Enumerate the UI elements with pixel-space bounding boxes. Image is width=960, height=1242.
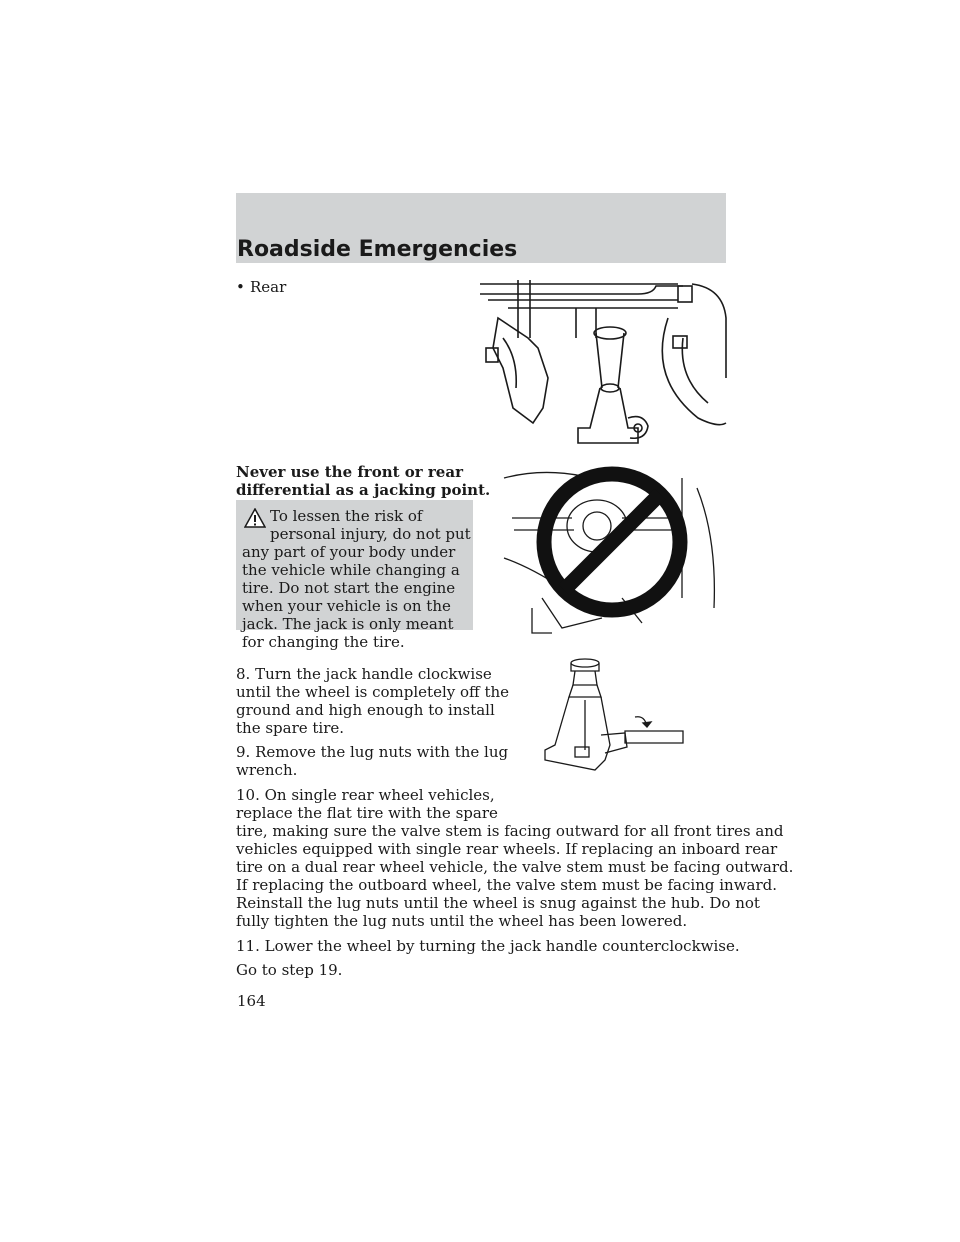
rear-axle-jack-illustration bbox=[478, 278, 728, 448]
step8-line3: ground and high enough to install bbox=[236, 701, 495, 719]
step10-line4: vehicles equipped with single rear wheels. If replacing an inboard rear bbox=[236, 840, 778, 858]
prohibition-slash-icon bbox=[564, 494, 660, 590]
warning-box bbox=[236, 500, 473, 651]
caution-heading-line1: Never use the front or rear bbox=[236, 463, 463, 481]
step9-line1: 9. Remove the lug nuts with the lug bbox=[236, 743, 509, 761]
step10-line8: fully tighten the lug nuts until the wheel has been lowered. bbox=[236, 912, 688, 930]
step10-line6: If replacing the outboard wheel, the valve stem must be facing inward. bbox=[236, 876, 778, 894]
step8-line4: the spare tire. bbox=[236, 719, 345, 737]
goto-step-text: Go to step 19. bbox=[236, 961, 343, 979]
page-number: 164 bbox=[237, 992, 266, 1010]
warning-text-line2: personal injury, do not put bbox=[270, 525, 471, 543]
warning-triangle-icon bbox=[244, 508, 266, 528]
section-title: Roadside Emergencies bbox=[237, 237, 518, 262]
caution-heading-line2: differential as a jacking point. bbox=[236, 481, 491, 499]
bullet-label: Rear bbox=[250, 278, 287, 296]
warning-text-line1: To lessen the risk of bbox=[270, 507, 423, 525]
step8-line1: 8. Turn the jack handle clockwise bbox=[236, 665, 492, 683]
step8-line2: until the wheel is completely off the bbox=[236, 683, 510, 701]
step10-line3: tire, making sure the valve stem is facing outward for all front tires and bbox=[236, 822, 784, 840]
differential-prohibited-illustration bbox=[502, 458, 722, 638]
step10-line2: replace the flat tire with the spare bbox=[236, 804, 498, 822]
step9-line2: wrench. bbox=[236, 761, 298, 779]
step10-line5: tire on a dual rear wheel vehicle, the valve stem must be facing outward. bbox=[236, 858, 794, 876]
step11-text: 11. Lower the wheel by turning the jack handle counterclockwise. bbox=[236, 937, 740, 955]
warning-text-body: any part of your body under the vehicle while changing a tire. Do not start the engine when your vehicle is on the jack. The jack is only meant for changing the tire. bbox=[242, 543, 460, 651]
bullet-symbol: • bbox=[236, 278, 245, 296]
jack-handle-illustration bbox=[535, 655, 685, 775]
bullet-item-rear bbox=[236, 278, 286, 296]
step10-line7: Reinstall the lug nuts until the wheel is snug against the hub. Do not bbox=[236, 894, 760, 912]
step10-line1: 10. On single rear wheel vehicles, bbox=[236, 786, 495, 804]
